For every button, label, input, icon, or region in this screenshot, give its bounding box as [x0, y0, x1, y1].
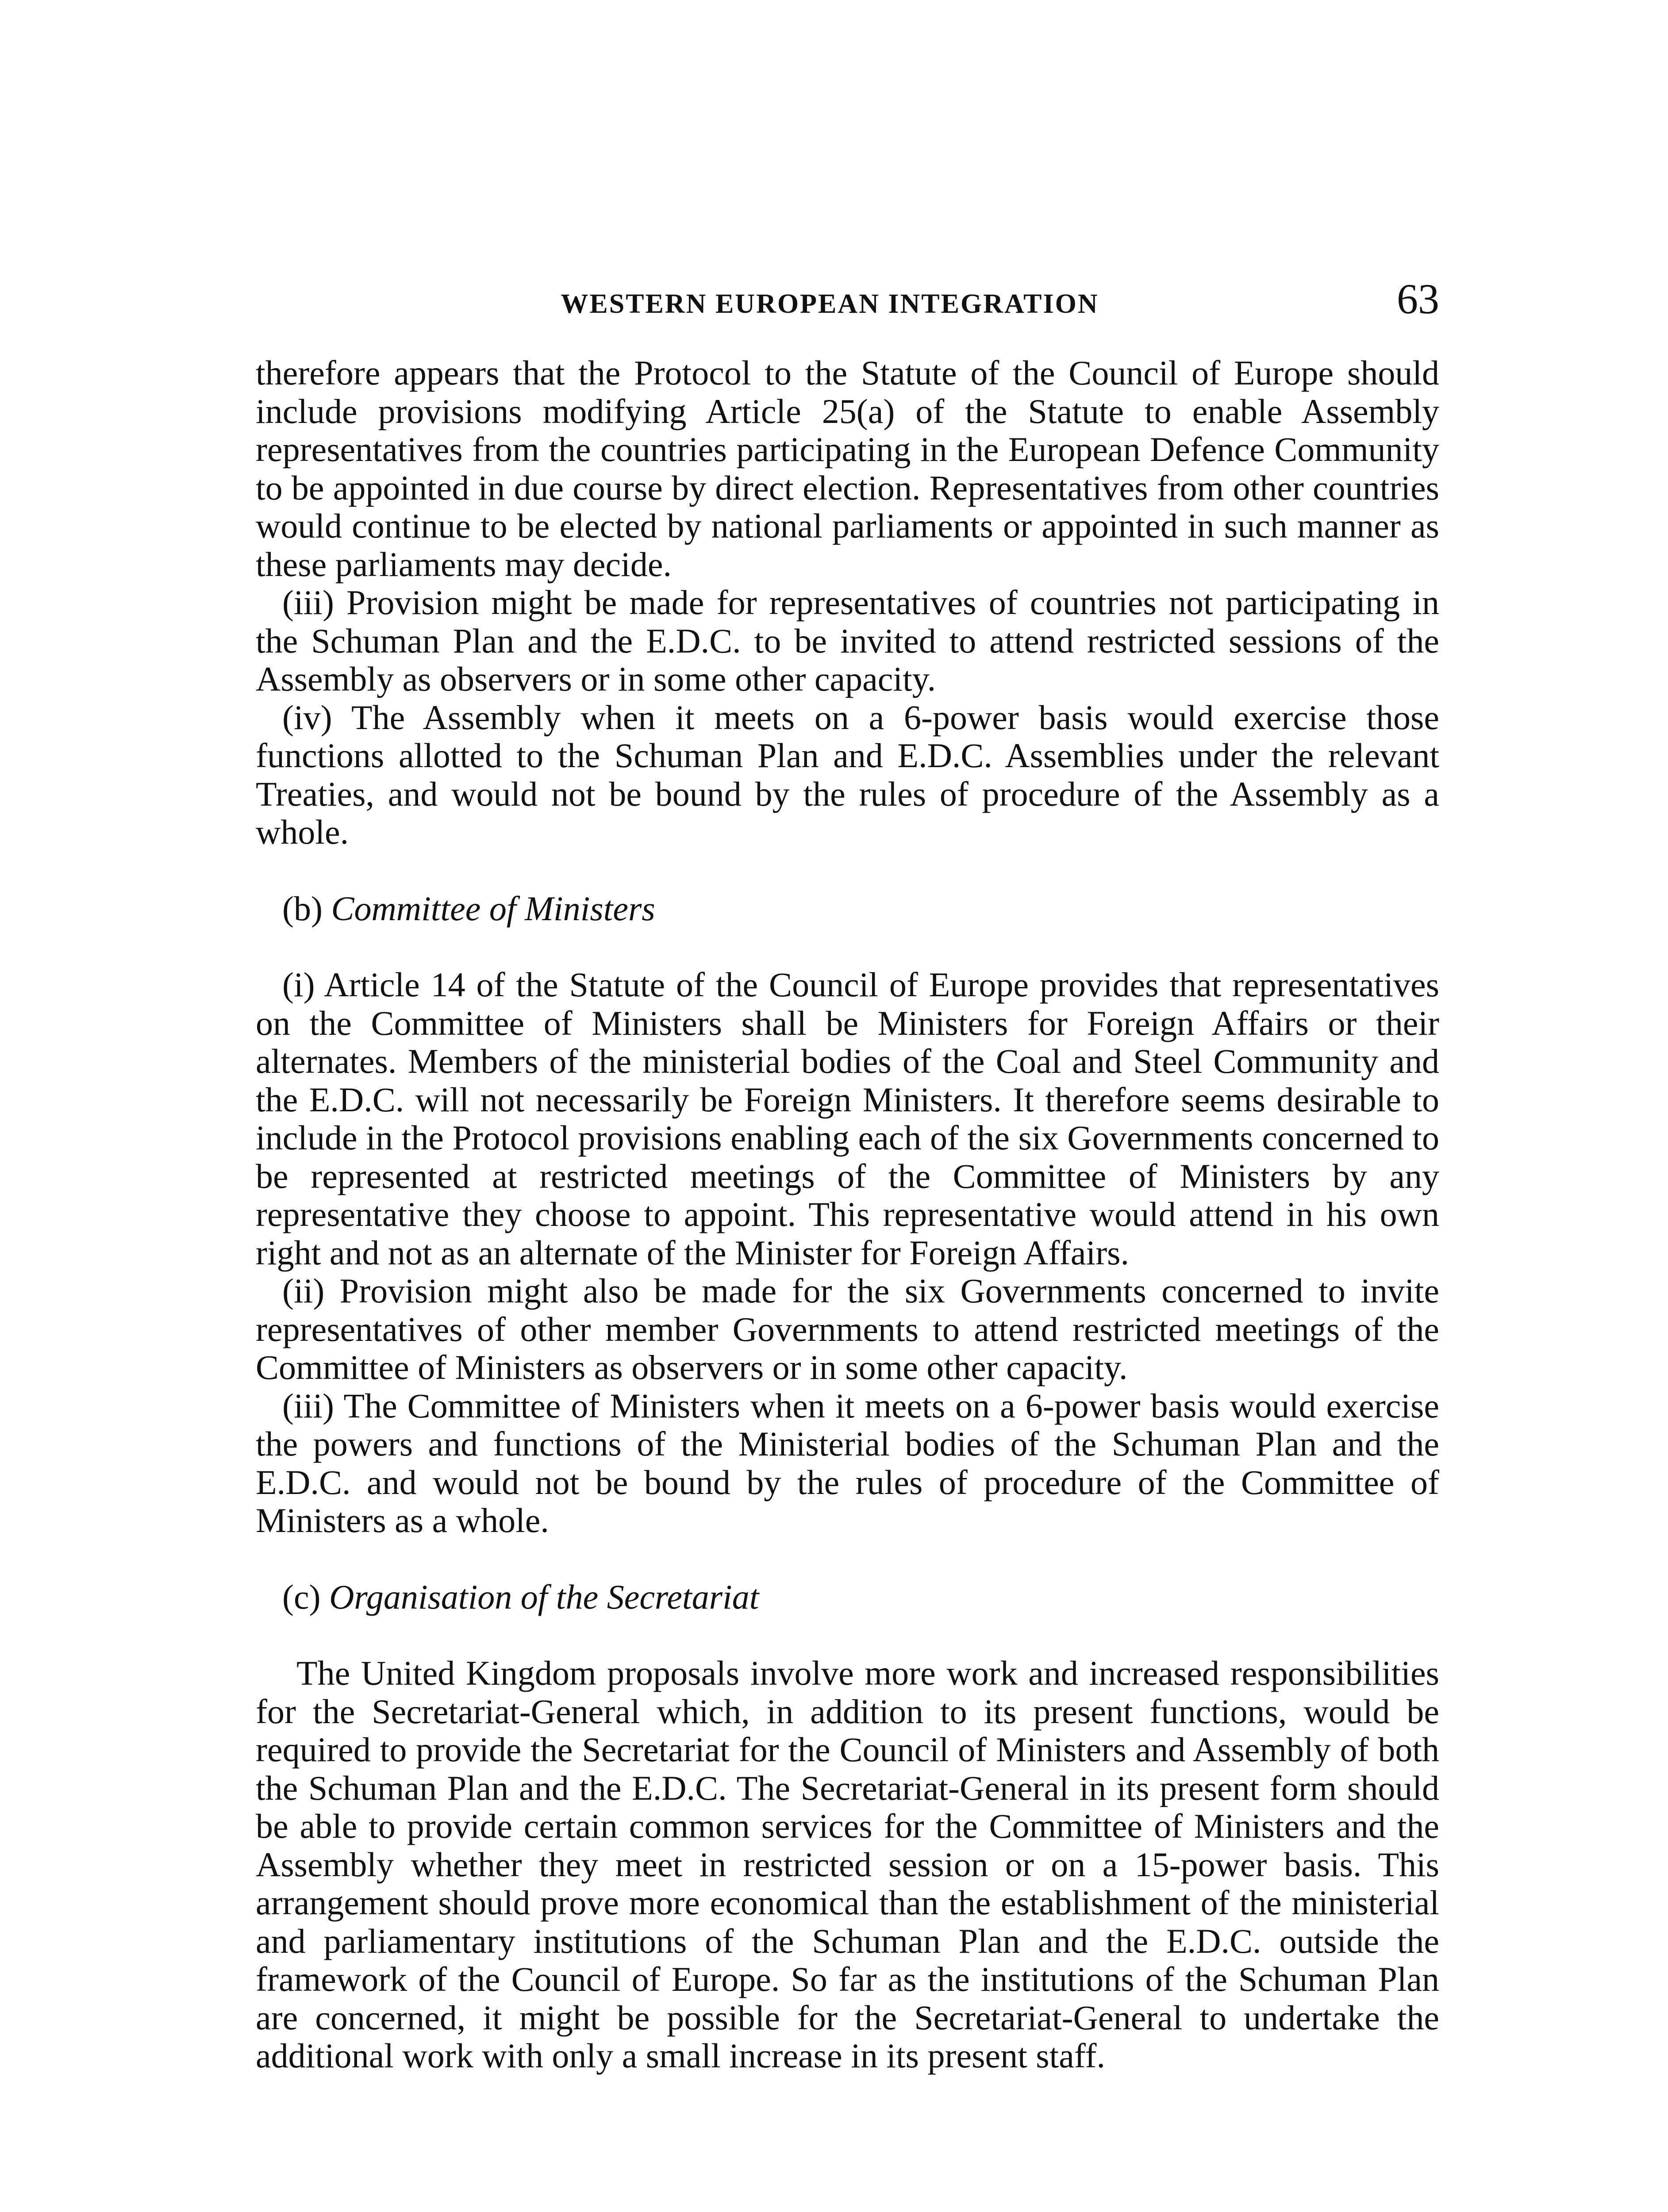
section-heading-c — [256, 1578, 1439, 1617]
paragraph-a-iii: (iii) Provision might be made for representatives of countries not participating in the Schuman Plan and the E.D.C. to be invited to attend restricted sessions of the Assembly as observers or in some other capacity. — [256, 583, 1439, 698]
paragraph-b-iii: (iii) The Committee of Ministers when it meets on a 6-power basis would exercise the powers and functions of the Ministerial bodies of the Schuman Plan and the E.D.C. and would not be bound by the rules of procedure of the Committee of Ministers as a whole. — [256, 1386, 1439, 1540]
spacer — [256, 852, 1439, 890]
spacer — [256, 928, 1439, 966]
section-title-b: Committee of Ministers — [331, 889, 655, 928]
spacer — [256, 1540, 1439, 1578]
paragraph-b-ii: (ii) Provision might also be made for the six Governments concerned to invite representatives of other member Governments to attend restricted meetings of the Committee of Ministers as observers or in some other capacity. — [256, 1271, 1439, 1386]
paragraph-intro: therefore appears that the Protocol to the Statute of the Council of Europe should include provisions modifying Article 25(a) of the Statute to enable Assembly representatives from the countries participating in the European Defence Community to be appointed in due course by direct election. Representatives from other countries would continue to be elected by national parliaments or appointed in such manner as these parliaments may decide. — [256, 353, 1439, 584]
section-label-b: (b) — [282, 889, 323, 928]
body-text — [256, 354, 1439, 2075]
paragraph-c: The United Kingdom proposals involve more work and increased responsibilities for the Secretariat-General which, in addition to its present functions, would be required to provide the Secretariat for the Council of Ministers and Assembly of both the Schuman Plan and the E.D.C. The Secretariat-General in its present form should be able to provide certain common services for the Committee of Ministers and the Assembly whether they meet in restricted session or on a 15-power basis. This arrangement should prove more economical than the establishment of the ministerial and parliamentary institutions of the Schuman Plan and the E.D.C. outside the framework of the Council of Europe. So far as the institutions of the Schuman Plan are concerned, it might be possible for the Secretariat-General to undertake the additional work with only a small increase in its present staff. — [256, 1654, 1439, 2075]
section-heading-b — [256, 890, 1439, 928]
section-label-c: (c) — [282, 1577, 321, 1616]
running-head: WESTERN EUROPEAN INTEGRATION — [561, 289, 1099, 319]
page-header — [256, 271, 1439, 342]
paragraph-a-iv: (iv) The Assembly when it meets on a 6-power basis would exercise those functions allotted to the Schuman Plan and E.D.C. Assemblies under the relevant Treaties, and would not be bound by the rules of procedure of the Assembly as a whole. — [256, 698, 1439, 851]
spacer — [256, 1616, 1439, 1654]
paragraph-b-i: (i) Article 14 of the Statute of the Council of Europe provides that representatives on the Committee of Ministers shall be Ministers for Foreign Affairs or their alternates. Members of the ministerial bodies of the Coal and Steel Community and the E.D.C. will not necessarily be Foreign Ministers. It therefore seems desirable to include in the Protocol provisions enabling each of the six Governments concerned to be represented at restricted meetings of the Committee of Ministers by any representative they choose to appoint. This representative would attend in his own right and not as an alternate of the Minister for Foreign Affairs. — [256, 965, 1439, 1272]
page-number: 63 — [1397, 275, 1439, 323]
section-title-c: Organisation of the Secretariat — [329, 1577, 759, 1616]
